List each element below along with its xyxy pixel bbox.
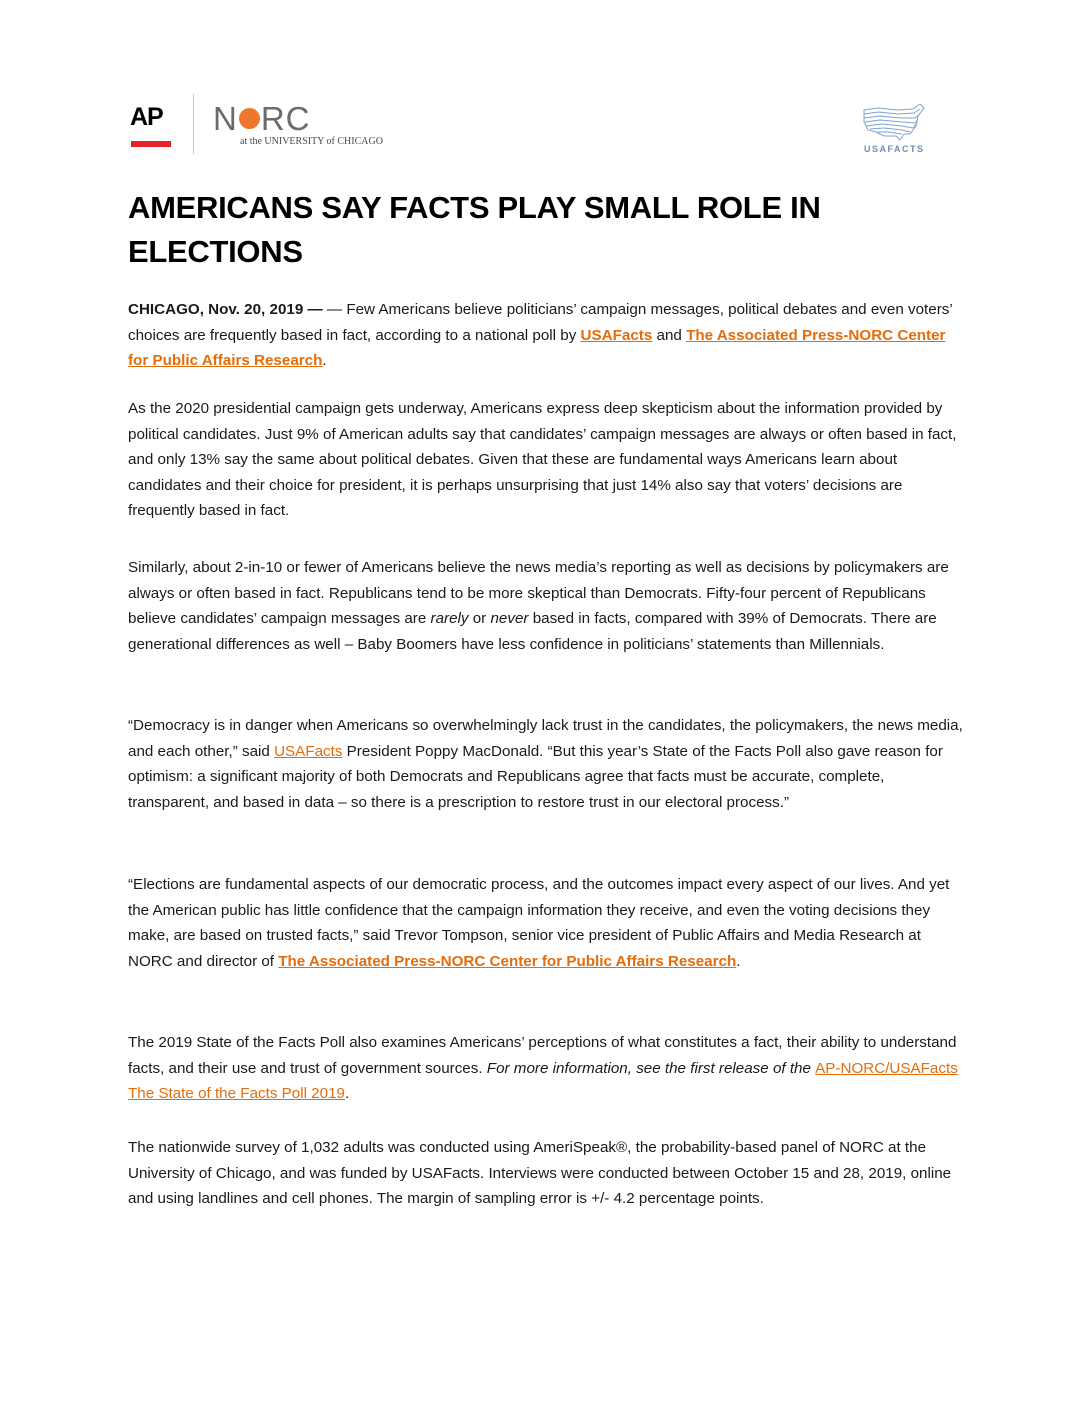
ap-logo: AP [130,103,163,131]
partisan-text-b: based in facts, compared with 39% of Democrats. There are generational differences as well – Baby Boomers have less confidence in politicians’ statements than Millennials. [128,610,937,653]
quote-text-b: President Poppy MacDonald. “But this year’s State of the Facts Poll also gave reason for optimism: a significant majority of both Democrats and Republicans agree that facts must be accurate, complete, transparent, and based in data – so there is a prescription to restore trust in our electoral process.” [128,742,943,811]
norc-orange-dot-icon [239,108,260,129]
scope-text-a: The 2019 State of the Facts Poll also examines Americans’ perceptions of what constitutes a fact, their ability to understand facts, and their use and trust of government sources. [128,1034,957,1077]
intro-and: and [652,326,687,344]
dateline-dash: — [303,301,323,318]
usafacts-link[interactable]: USAFacts [580,326,653,344]
usafacts-link-2[interactable]: USAFacts [274,742,343,760]
paragraph-intro [128,297,964,374]
norc-logo [213,100,311,138]
norc-tagline: at the UNIVERSITY of CHICAGO [240,136,383,147]
ap-logo-bar [131,141,171,147]
logo-divider [193,94,194,154]
scope-period: . [344,1085,350,1102]
norc-logo-rc: RC [260,100,311,137]
partisan-or: or [468,610,491,627]
scope-italic: For more information, see the first release of the [486,1059,816,1077]
tompson-period: . [736,952,741,970]
usafacts-logo-text: USAFACTS [864,144,925,154]
italic-never: never [490,610,529,627]
italic-rarely: rarely [430,610,469,627]
norc-logo-n: N [213,100,238,137]
paragraph-methodology: The nationwide survey of 1,032 adults was conducted using AmeriSpeak®, the probability-based panel of NORC at the University of Chicago, and was funded by USAFacts. Interviews were conducted between October 15 and 28, 2019, online and using landlines and cell phones. The margin of sampling error is +/- 4.2 percentage points. [128,1139,952,1207]
ap-norc-center-link[interactable]: The Associated Press-NORC Center for Public Affairs Research [128,326,946,369]
paragraph-skepticism: As the 2020 presidential campaign gets underway, Americans express deep skepticism about the information provided by political candidates. Just 9% of American adults say that candidates’ campaign messages are always or often based in fact, and only 13% say the same about political debates. Given that these are fundamental ways Americans learn about candidates and their choice for president, it is perhaps unsurprising that just 14% also say that voters’ decisions are frequently based in fact. [128,400,957,519]
intro-period: . [322,352,327,369]
state-of-facts-poll-link[interactable]: AP-NORC/USAFacts The State of the Facts Poll 2019 [128,1059,958,1102]
paragraph-poll-scope [128,1030,964,1107]
quote-text-a: “Democracy is in danger when Americans so overwhelmingly lack trust in the candidates, the policymakers, the news media, and each other,” said [128,717,963,760]
partisan-text-a: Similarly, about 2-in-10 or fewer of Americans believe the news media’s reporting as well as decisions by policymakers are always or often based in fact. Republicans tend to be more skeptical than Democrats. Fifty-four percent of Republicans believe candidates’ campaign messages are [128,559,949,627]
press-release-title: AMERICANS SAY FACTS PLAY SMALL ROLE IN ELECTIONS [128,190,821,269]
tompson-text-a: “Elections are fundamental aspects of our democratic process, and the outcomes impact every aspect of our lives. And yet the American public has little confidence that the campaign information they receive, and even the voting decisions they make, are based on trusted facts,” said Trevor Tompson, senior vice president of Public Affairs and Media Research at NORC and director of [128,876,950,970]
ap-norc-center-link-2[interactable]: The Associated Press-NORC Center for Public Affairs Research [278,952,737,970]
paragraph-quote-macdonald [128,713,964,815]
paragraph-quote-tompson [128,872,964,974]
intro-text: — Few Americans believe politicians’ campaign messages, political debates and even voters’ choices are frequently based in fact, according to a national poll by [128,301,953,344]
paragraph-partisan [128,555,964,657]
dateline: CHICAGO, Nov. 20, 2019 [128,301,304,318]
